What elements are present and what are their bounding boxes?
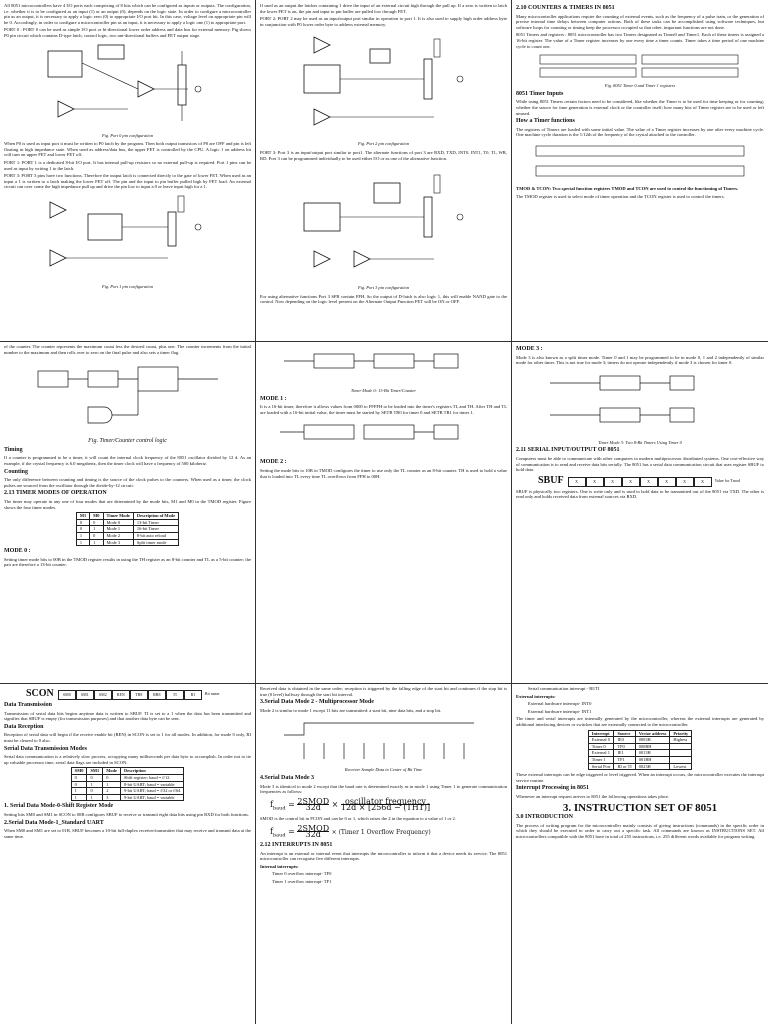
table-header-cell: Mode bbox=[103, 768, 121, 775]
list-item: External hardware interrupt- INT1 bbox=[528, 708, 592, 714]
bottom-left-column bbox=[4, 686, 251, 1021]
table-cell: 1 bbox=[76, 539, 89, 546]
sbuf-bit: X bbox=[568, 477, 586, 487]
table-cell: 0003H bbox=[635, 737, 670, 744]
table-cell: 0 bbox=[90, 532, 103, 539]
port3-paragraph: PORT 3: PORT 3 pins have two functions. Therefore the output latch is connected directly to the gate of lower FET. When used as an input a 1 is written to a latch making the lower FET off. The pin and the input to pin buffer pulled high by FET load. An external circuit can over come the high impedance pull up and drive the pin low to input a 0 or leave input high for a 1. bbox=[4, 173, 251, 190]
table-cell: 9-bit UART; baud = f/32 or f/64 bbox=[120, 788, 183, 795]
mode3-heading: MODE 3 : bbox=[516, 346, 543, 352]
table-cell: Shift register; baud = f/12 bbox=[120, 774, 183, 781]
p3-alt-usage-paragraph: For using alternative functions Port 3 SFR contain FFH. So the output of D-latch is also logic 1, this will enable NAND gate to the control. Now depending on the logic level present on the Alternate Output Function FET will be ON or OFF. bbox=[260, 293, 507, 305]
top-middle-column bbox=[260, 3, 507, 339]
introduction-heading: 3.0 INTRODUCTION bbox=[516, 814, 574, 821]
table-header-cell: SM0 bbox=[71, 768, 87, 775]
scon-register bbox=[26, 690, 251, 700]
timer-function-paragraph: The registers of Timers are loaded with some initial value. The value of a Timer register increases by one after every machine cycle. One machine cycle duration is the 1/12th of the frequency of the crystal attached to the controller. bbox=[516, 126, 764, 138]
eq1-num-b: oscillator frequency bbox=[341, 799, 430, 806]
top-left-column bbox=[4, 3, 251, 339]
interrupt-sources-paragraph: The timer and serial interrupts are internally generated by the microcontroller, whereas the external interrupts are generated by additional interfacing devices or switches that are externally connected to the microcontroller. bbox=[516, 716, 764, 727]
scon-bit: SM1 bbox=[76, 690, 94, 700]
counting-heading: Counting bbox=[4, 468, 29, 475]
eq2-sub: baud bbox=[272, 832, 286, 839]
table-cell: 001BH bbox=[635, 756, 670, 763]
table-row bbox=[588, 763, 691, 770]
mode0-paragraph: Setting timer mode bits to 00B in the TMOD register results in using the TH register as an 8-bit counter and TL as a 5-bit counter; the pair are therefore a 13-bit counter. bbox=[4, 556, 251, 568]
table-cell: Mode 1 bbox=[103, 526, 133, 533]
table-row bbox=[76, 526, 178, 533]
timers-heading: 2.10 COUNTERS & TIMERS IN 8051 bbox=[516, 5, 615, 11]
table-cell: 1 bbox=[76, 532, 89, 539]
table-cell bbox=[670, 750, 692, 757]
fig3-caption: Fig. Port 2 pin configuration bbox=[357, 141, 410, 147]
receiver-sample-caption: Receiver Sample Data in Center of Bit Time bbox=[344, 767, 423, 773]
table-cell: 13-bit Timer bbox=[133, 519, 178, 526]
table-cell: Mode 3 bbox=[103, 539, 133, 546]
sbuf-bit: X bbox=[676, 477, 694, 487]
mid-middle-column bbox=[260, 344, 507, 680]
table-cell: TF1 bbox=[614, 756, 635, 763]
eq2-den-a: 32d bbox=[305, 830, 321, 840]
receiver-sample-figure bbox=[274, 715, 494, 765]
row-divider-1 bbox=[0, 341, 768, 342]
table-cell: 0 bbox=[76, 519, 89, 526]
table-row bbox=[71, 781, 184, 788]
sbuf-paragraph: SBUF is physically two registers. One is write only and is used to hold data to be transmitted out of the 8051 via TXD. The other is read only and holds received data from external sources via RXD. bbox=[516, 488, 764, 500]
serial-io-paragraph: Computers must be able to communicate with other computers in modern multiprocessor distributed systems. One cost-effective way of communication is to send and receive data bits serially. The 8051 has a serial data communication circuit that uses register SBUF to hold data. bbox=[516, 455, 764, 473]
table-cell: External 1 bbox=[588, 750, 614, 757]
table-header-cell: Priority bbox=[670, 730, 692, 737]
table-cell: IE1 bbox=[614, 750, 635, 757]
mode0-shift-heading: 1. Serial Data Mode-0-Shift Register Mode bbox=[4, 803, 114, 810]
fig4-caption: Fig. Port 3 pin configuration bbox=[357, 285, 410, 291]
table-cell: 0 bbox=[76, 526, 89, 533]
sbuf-note: Value for Tmod bbox=[714, 477, 740, 483]
serial-modes-paragraph: Serial data communication is a relatively slow process, occupying many milliseconds per data byte to accomplish. In order not to tie up valuable processor time, serial data flags are included in SCON. bbox=[4, 754, 251, 765]
timer-modes-paragraph: The timer may operate in any one of four modes that are determined by the mode bits, M1 and M0 in the TMOD register. Figure shows the four timer modes. bbox=[4, 498, 251, 510]
port0-paragraph: PORT 0 : PORT 0 can be used as simple I/O port or bi-directional lower order address and data bus for external memory. Pig shows P0 pin circuit which contains D-type latch, control logic, two uni-directional buffers and FET output stage. bbox=[4, 27, 251, 38]
timers-registers-paragraph: 8051 Timers and registers : 8051 microcontroller has two Timers designated as Timer0 and Timer1. Each of these timers is assigned a 16-bit register. The value of a Timer register increases by one every time a timer counts. Timer takes a time period of one machine cycle to count one. bbox=[516, 32, 764, 49]
table-header-cell: Timer Mode bbox=[103, 513, 133, 520]
table-cell bbox=[670, 743, 692, 750]
mode2-multiprocessor-paragraph: Mode 2 is similar to mode 1 except 11 bits are transmitted: a start bit, nine data bits, and a stop bit. bbox=[260, 707, 442, 713]
data-reception-paragraph: Reception of serial data will begin if the receive enable bit (REN) in SCON is set to 1 for all modes. In addition, for mode 0 only, RI must be cleared to 0 also. bbox=[4, 732, 251, 743]
interrupt-vector-table bbox=[588, 730, 692, 771]
table-cell: Highest bbox=[670, 737, 692, 744]
table-cell: Split timer mode bbox=[133, 539, 178, 546]
scon-bit: TB8 bbox=[130, 690, 148, 700]
data-reception-heading: Data Reception bbox=[4, 723, 44, 730]
sbuf-bit: X bbox=[694, 477, 712, 487]
col-divider-2 bbox=[511, 0, 512, 1024]
timer-control-logic-figure bbox=[28, 357, 228, 437]
serial-mode-table bbox=[71, 767, 185, 801]
baud-equation-1: $f_{baud}$ = $\frac{\text{2SMOD}}{32d}$ × $\frac{\text{oscillator frequency}}{12d \times [256d - (TH1)]}$ bbox=[270, 796, 431, 813]
interrupts-paragraph: An interrupt is an external or internal event that interrupts the microcontroller to inform it that a device needs its service. The 8051 microcontroller can recognise five different interrupts. bbox=[260, 850, 507, 862]
table-cell: 0 bbox=[87, 788, 103, 795]
port3-circuit-figure bbox=[284, 163, 484, 283]
table-header-row bbox=[71, 768, 184, 775]
table-cell: RI or TI bbox=[614, 763, 635, 770]
table-cell: External 0 bbox=[588, 737, 614, 744]
mode3-serial-paragraph: Mode 3 is identical to mode 2 except that the baud rate is determined exactly as in mode 1 using Timer 1 to generate communication frequencies as follows: bbox=[260, 783, 507, 795]
scon-bit: SM2 bbox=[94, 690, 112, 700]
table-header-cell: M1 bbox=[76, 513, 89, 520]
smod-paragraph: SMOD is the control bit in PCON and can be 0 or 1, which raises the 2 in the equation to a value of 1 or 2. bbox=[260, 816, 456, 822]
sbuf-bit: X bbox=[604, 477, 622, 487]
sbuf-register bbox=[538, 474, 764, 487]
table-header-cell: Source bbox=[614, 730, 635, 737]
mode2-paragraph: Setting the mode bits to 10B in TMOD configures the timer to use only the TL counter as an 8-bit counter. TH is used to hold a value that is loaded into TL every time TL overflows from FFH to 00H. bbox=[260, 467, 507, 479]
table-cell: Mode 0 bbox=[103, 519, 133, 526]
data-transmission-heading: Data Transmission bbox=[4, 702, 52, 708]
sbuf-bit: X bbox=[622, 477, 640, 487]
sbuf-label: SBUF bbox=[538, 474, 564, 486]
timer-registers-figure bbox=[530, 51, 750, 81]
data-transmission-paragraph: Transmission of serial data bits begins anytime data is written to SBUF. TI is set to a 1 when the data has been transmitted and signifies that SBUF is empty (for transmission purposes) and that another data byte can be sent. bbox=[4, 710, 251, 722]
sbuf-bit: X bbox=[586, 477, 604, 487]
edge-level-paragraph: These external interrupts can be edge triggered or level triggered. When an interrupt occurs, the microcontroller executes the interrupt service routine. bbox=[516, 772, 764, 783]
table-cell: 2 bbox=[103, 788, 121, 795]
table-header-cell: Description of Mode bbox=[133, 513, 178, 520]
introduction-paragraph: The process of writing program for the microcontroller mainly consists of giving instructions (commands) in the specific order in which they should be executed in order to carry out a specific task. All commands are known as INSTRUCTIONS SET. All microcontrollers compatible with the 8051 have in total of 255 instructions, i.e. 255 different words available for program writing. bbox=[516, 822, 764, 839]
col-divider-1 bbox=[255, 0, 256, 1024]
port2-paragraph: PORT 2: PORT 2 may be used as an input/output port similar in operation to port 1. It is also used to supply high order address byte in conjunction with P0 lower order byte to address external memory. bbox=[260, 16, 507, 27]
bottom-middle-column bbox=[260, 686, 507, 1021]
sbuf-bit: X bbox=[658, 477, 676, 487]
table-cell: Mode 2 bbox=[103, 532, 133, 539]
table-cell: 16-bit Timer bbox=[133, 526, 178, 533]
internal-interrupts-heading: Internal interrupts: bbox=[260, 863, 299, 869]
table-cell: 3 bbox=[103, 794, 121, 801]
table-cell: 0 bbox=[71, 781, 87, 788]
timer-inputs-heading: 8051 Timer Inputs bbox=[516, 90, 564, 97]
list-item: External hardware interrupt- INT0 bbox=[528, 701, 592, 707]
mode1-heading: MODE 1 : bbox=[260, 395, 287, 402]
port1-paragraph: PORT 1: PORT 1 is a dedicated 8-bit I/O port. It has internal pull-up resistors so no external pull-up is required. Port 1 pins can be used as input by writing 1 to the latch. bbox=[4, 159, 251, 171]
timer-counting-figure bbox=[530, 140, 750, 184]
table-row bbox=[71, 794, 184, 801]
port3-alt-paragraph: PORT 3: Port 3 is an input/output port similar to port1. The alternate functions of port 3 are RXD, TXD, INT0, INT1, T0, T1, WR, RD. Port 3 can be programmed individually to be used either I/O or as one of the alternative function. bbox=[260, 149, 507, 161]
port0-circuit-figure bbox=[38, 41, 218, 131]
table-cell: 1 bbox=[71, 788, 87, 795]
mode1-uart-paragraph: When SM0 and SM1 are set to 01B, SBUF becomes a 10-bit full-duplex receiver/transmitter that may receive and transmit data at the same time. bbox=[4, 828, 251, 839]
eq1-f: f bbox=[270, 799, 273, 809]
timer-inputs-paragraph: While using 8051 Timers certain factors need to be considered, like whether the Timer is to be used for time keeping or for counting; whether the source for time generation is external clock or the controller itself; how many bits of Timer register are to be used or left unused. bbox=[516, 99, 764, 116]
table-cell: 9-bit UART; baud = variable bbox=[120, 794, 183, 801]
timers-intro-paragraph: Many microcontroller applications require the counting of external events, such as the frequency of a pulse train, or the generation of precise internal time delays between computer actions. Both of these tasks can be accomplished using software techniques, but software loops for counting or timing keep the processor occupied so that other, important functions are not done. bbox=[516, 13, 764, 30]
mode2-multiprocessor-heading: 3.Serial Data Mode 2 - Multiprocessor Mode bbox=[260, 699, 374, 706]
timer-mode-table bbox=[76, 512, 179, 546]
baud-equation-2: $f_{baud}$ = $\frac{\text{2SMOD}}{32d}$ × (Timer 1 Overflow Frequency) bbox=[270, 823, 431, 840]
row-divider-2 bbox=[0, 683, 768, 684]
timer-registers-caption: Fig. 8051 Timer 0 and Timer 1 registers bbox=[604, 83, 676, 89]
mid-left-column bbox=[4, 344, 251, 680]
table-row bbox=[76, 539, 178, 546]
timer-control-caption: Fig. Timer/Counter control logic bbox=[88, 438, 167, 445]
table-cell: Serial Port bbox=[588, 763, 614, 770]
top-right-column bbox=[516, 3, 764, 339]
table-cell: 000BH bbox=[635, 743, 670, 750]
timing-heading: Timing bbox=[4, 446, 23, 453]
list-item: Timer 1 overflow interrupt- TF1 bbox=[272, 878, 332, 884]
fig2-caption: Fig. Port 1 pin configuration bbox=[101, 283, 154, 289]
table-cell: 1 bbox=[87, 794, 103, 801]
table-header-cell: Description bbox=[120, 768, 183, 775]
table-row bbox=[588, 756, 691, 763]
scon-bit: RI bbox=[184, 690, 202, 700]
eq2-f: f bbox=[270, 826, 273, 836]
eq1-den-b: 12d × [256d − (TH1)] bbox=[340, 803, 431, 813]
tmod-tcon-paragraph: The TMOD register is used to select mode of timer operation and the TCON register is used to control the timers. bbox=[516, 193, 725, 199]
table-cell: 0 bbox=[90, 519, 103, 526]
list-item: Serial communication interrupt - RI/TI bbox=[528, 686, 600, 691]
table-header-cell: Interrupt bbox=[588, 730, 614, 737]
table-cell: 0013H bbox=[635, 750, 670, 757]
external-interrupts-heading: External interrupts: bbox=[516, 693, 556, 699]
table-cell: Timer 1 bbox=[588, 756, 614, 763]
table-cell: 1 bbox=[90, 526, 103, 533]
p2-output-paragraph: If used as an output the latches containing 1 drive the input of an external circuit high through the pull up. If a zero is written to latch the lower FET is on, the pin and input to pin buffer are pulled low through FET. bbox=[260, 3, 507, 14]
mode0-figure bbox=[274, 346, 494, 386]
mode2-heading: MODE 2 : bbox=[260, 459, 287, 466]
table-cell: 0 bbox=[71, 774, 87, 781]
table-row bbox=[76, 519, 178, 526]
table-row bbox=[71, 774, 184, 781]
mode3-figure bbox=[530, 368, 750, 438]
mode3-serial-heading: 4.Serial Data Mode 3 bbox=[260, 774, 314, 781]
mode1-uart-heading: 2.Serial Data Mode-1_Standard UART bbox=[4, 819, 104, 826]
table-cell: 1 bbox=[103, 781, 121, 788]
table-row bbox=[588, 750, 691, 757]
intro-paragraph: All 8051 microcontrollers have 4 I/O ports each comprising of 8 bits which can be configured as inputs or outputs. The configuration, i.e. whether it is to be configured as an input (1) or an output (0), depends on the logic state. In order to configure a microcontroller pin as an output, it is necessary to apply a logic zero (0) to appropriate I/O port bit. In this case, voltage level on appropriate pin will be 0. Accordingly, in order to configure a microcontroller pin as an input, it is necessary to apply a logic one (1) to appropriate port. bbox=[4, 3, 251, 25]
mode0-caption: Timer Mode 0: 13-Bit Timer/Counter bbox=[350, 388, 417, 393]
scon-bit: REN bbox=[112, 690, 130, 700]
table-header-cell: Vector address bbox=[635, 730, 670, 737]
scon-bit: RB8 bbox=[148, 690, 166, 700]
sbuf-bit: X bbox=[640, 477, 658, 487]
mode1-figure bbox=[274, 417, 494, 457]
mode3-paragraph: Mode 3 is also known as a split timer mode. Timer 0 and 1 may be programmed to be in mode 0, 1 and 2 independently of similar mode for other timer. This is not true for mode 3; timers do not operate independently if mode 3 is chosen for timer 0. bbox=[516, 354, 764, 366]
mode1-paragraph: It is a 16-bit timer, therefore it allows values from 0000 to FFFFH to be loaded into the timer's registers TL and TH. After TH and TL are loaded with a 16-bit initial value, the timer must be started by SETB TR0 for timer 0 and SETB TR1 for timer 1. bbox=[260, 404, 507, 415]
eq1-num-a: 2SMOD bbox=[297, 796, 330, 806]
bottom-right-column bbox=[516, 686, 764, 1021]
table-row bbox=[76, 532, 178, 539]
mid-right-column bbox=[516, 344, 764, 680]
timing-paragraph: If a counter is programmed to be a timer, it will count the internal clock frequency of the 8051 oscillator divided by 12 d. As an example, if the crystal frequency is 6.0 megahertz, then the timer clock will have a frequency of 500 kilohertz. bbox=[4, 455, 251, 466]
table-row bbox=[588, 737, 691, 744]
serial-io-heading: 2.11 SERIAL INPUT/OUTPUT OF 8051 bbox=[516, 447, 620, 454]
port1-circuit-figure bbox=[38, 192, 218, 282]
list-item: Timer 0 overflow interrupt- TF0 bbox=[272, 871, 332, 877]
table-cell: Lowest bbox=[670, 763, 692, 770]
table-cell: 0023H bbox=[635, 763, 670, 770]
table-cell: 1 bbox=[90, 539, 103, 546]
table-row bbox=[588, 743, 691, 750]
table-cell: IE0 bbox=[614, 737, 635, 744]
table-cell: TF0 bbox=[614, 743, 635, 750]
counting-paragraph: The only difference between counting and timing is the source of the clock pulses to the counters. When used as a timer, the clock pulses are sourced from the oscillator through the divide-by-12 circuit. bbox=[4, 477, 251, 488]
table-cell: 8-bit auto reload bbox=[133, 532, 178, 539]
table-cell: 8-bit UART; baud = variable bbox=[120, 781, 183, 788]
fig1-caption: Fig. Port 0 pin configuration bbox=[101, 132, 154, 138]
table-header-cell: SM1 bbox=[87, 768, 103, 775]
port2-circuit-figure bbox=[284, 29, 484, 139]
table-header-row bbox=[588, 730, 691, 737]
eq1-den-a: 32d bbox=[305, 803, 321, 813]
counter-paragraph: of the counter. The counter represents the maximum count less the desired count, plus one. The counter increments from the initial number to the maximum and then rolls over to zero on the final pulse and also sets a timer flag. bbox=[4, 344, 251, 355]
table-cell: Timer 0 bbox=[588, 743, 614, 750]
eq1-sub: baud bbox=[272, 805, 286, 812]
interrupts-heading: 2.12 INTERRUPTS IN 8051 bbox=[260, 841, 333, 848]
instruction-set-heading: 3. INSTRUCTION SET OF 8051 bbox=[562, 801, 718, 814]
table-cell: 1 bbox=[87, 781, 103, 788]
scon-note: Bit name bbox=[204, 691, 220, 696]
mode0-shift-paragraph: Setting bits SM0 and SM1 in SCON to 00B configures SBUF to receive or transmit eight data bits using pin RXD for both functions. bbox=[4, 811, 249, 817]
table-cell: 1 bbox=[71, 794, 87, 801]
table-cell bbox=[670, 756, 692, 763]
timer-function-heading: How a Timer functions bbox=[516, 118, 575, 125]
eq2-rhs: × (Timer 1 Overflow Frequency) bbox=[331, 828, 431, 836]
serial-modes-heading: Serial Data Transmission Modes bbox=[4, 745, 87, 752]
table-header-cell: M0 bbox=[90, 513, 103, 520]
table-header-row bbox=[76, 513, 178, 520]
eq2-num-a: 2SMOD bbox=[297, 823, 330, 833]
mode0-heading: MODE 0 : bbox=[4, 548, 31, 555]
interrupt-processing-paragraph: Whenever an interrupt request arrives to 8051 the following operations takes place. bbox=[516, 793, 670, 799]
mode3-caption: Timer Mode 3: Two 8-Bit Timers Using Timer 0 bbox=[598, 439, 682, 445]
scon-bit: TI bbox=[166, 690, 184, 700]
table-cell: 0 bbox=[103, 774, 121, 781]
received-data-paragraph: Received data is obtained in the same order; reception is triggered by the falling edge of the start bit and continues if the stop bit is true (0 level) halfway through the start bit interval. bbox=[260, 686, 507, 697]
table-row bbox=[71, 788, 184, 795]
scon-label: SCON bbox=[26, 688, 54, 699]
scon-bit: SM0 bbox=[58, 690, 76, 700]
timer-modes-heading: 2.13 TIMER MODES OF OPERATION bbox=[4, 490, 107, 497]
table-cell: 0 bbox=[87, 774, 103, 781]
p0-usage-paragraph: When P0 is used as input port it must be written to P0 latch by the program. Then both output transistors of P0 are OFF and pin is left floating in high impedance state. When used as address/data bus, the upper FET is controlled by the CPU. A logic 1 on address bit will turn on upper FET and lower FET off. bbox=[4, 141, 251, 158]
interrupt-processing-heading: Interrupt Processing in 8051 bbox=[516, 785, 590, 792]
tmod-tcon-heading: TMOD & TCON: Two special function registers TMOD and TCON are used to control the functioning of Timers. bbox=[516, 185, 739, 191]
